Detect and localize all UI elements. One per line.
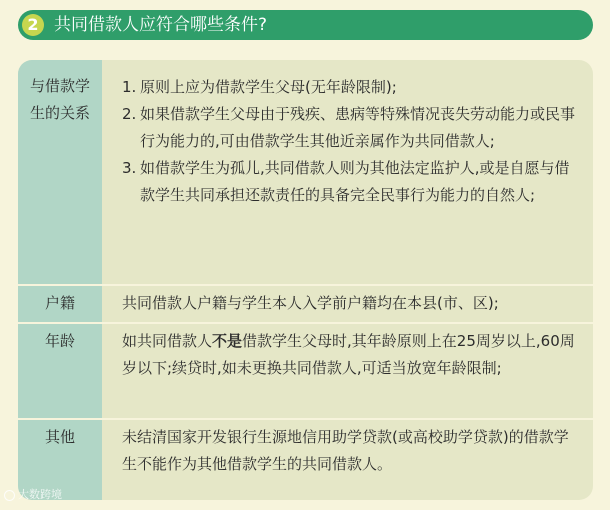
list-item <box>122 74 582 101</box>
age-text-emphasis: 不是 <box>212 332 243 350</box>
table-row-age <box>18 324 593 420</box>
row-label-other: 其他 <box>44 428 75 446</box>
row-label-age: 年龄 <box>44 332 75 350</box>
list-item-number: 1. <box>122 78 137 96</box>
list-item <box>122 101 582 155</box>
section-header <box>18 10 593 40</box>
table-row-other <box>18 420 593 500</box>
row-label-relationship: 与借款学生的关系 <box>29 77 90 122</box>
row-body-age <box>122 328 582 382</box>
row-body-residence: 共同借款人户籍与学生本人入学前户籍均在本县(市、区); <box>122 294 499 312</box>
list-item-text: 原则上应为借款学生父母(无年龄限制); <box>140 78 397 96</box>
row-body-relationship <box>122 74 582 209</box>
list-item-text: 如借款学生为孤儿,共同借款人则为其他法定监护人,或是自愿与借款学生共同承担还款责任的具备完全民事行为能力的自然人; <box>140 159 570 204</box>
watermark-logo-icon <box>4 490 15 501</box>
list-item-number: 2. <box>122 105 137 123</box>
watermark <box>4 486 62 502</box>
conditions-table <box>18 60 593 500</box>
watermark-text: 大数跨境 <box>18 488 62 501</box>
list-item-text: 如果借款学生父母由于残疾、患病等特殊情况丧失劳动能力或民事行为能力的,可由借款学生其他近亲属作为共同借款人; <box>140 105 576 150</box>
row-label-residence: 户籍 <box>44 294 75 312</box>
row-body-other: 未结清国家开发银行生源地信用助学贷款(或高校助学贷款)的借款学生不能作为其他借款学生的共同借款人。 <box>122 428 569 473</box>
list-item <box>122 155 582 209</box>
section-number-badge: 2 <box>22 14 44 36</box>
table-row-residence <box>18 286 593 322</box>
list-item-number: 3. <box>122 159 137 177</box>
age-text-end: 借款学生父母时,其年龄原则上在25周岁以上,60周岁以下;续贷时,如未更换共同借款人,可适当放宽年龄限制; <box>122 332 575 377</box>
table-row-relationship <box>18 60 593 284</box>
age-text-start: 如共同借款人 <box>122 332 213 350</box>
section-title: 共同借款人应符合哪些条件? <box>54 15 268 35</box>
